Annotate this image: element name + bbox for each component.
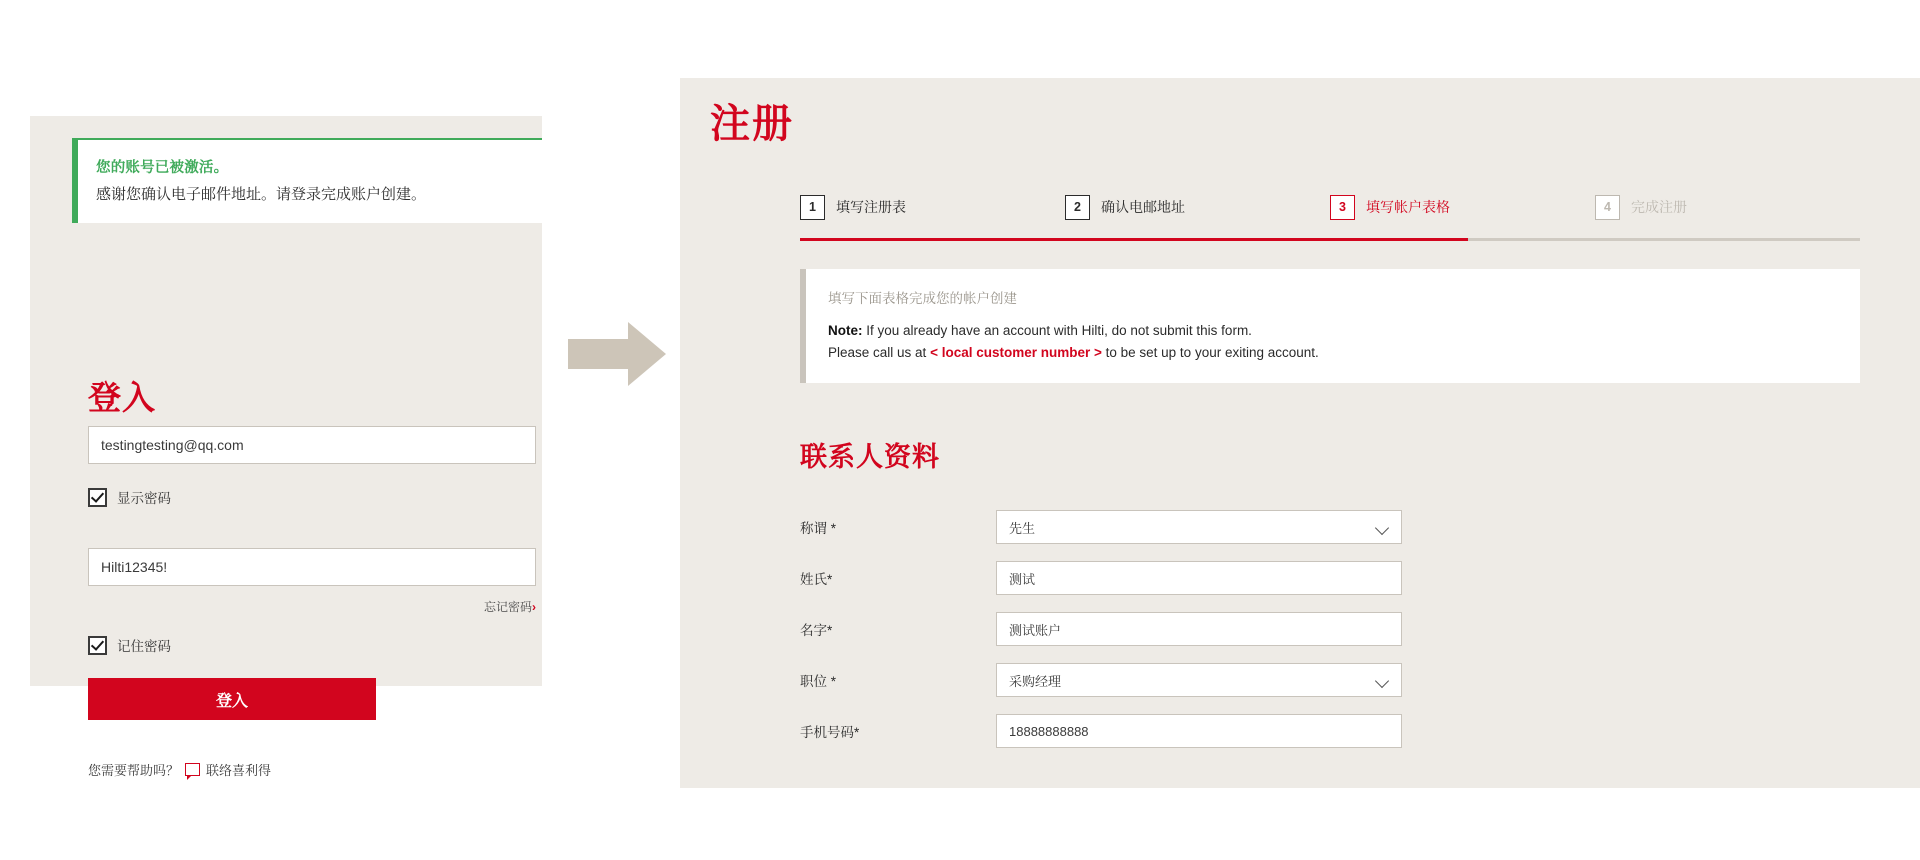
note-line-2-pre: Please call us at [828,344,931,360]
note-line-1-text: If you already have an account with Hilti, do not submit this form. [862,323,1252,338]
salutation-value: 先生 [1009,520,1036,536]
local-customer-number: < local customer number > [930,344,1102,360]
field-label: 名字* [800,623,833,639]
show-password-label: 显示密码 [117,491,171,506]
password-field[interactable] [88,548,536,586]
forgot-password-link[interactable] [484,598,536,615]
jobtitle-select[interactable] [996,663,1402,697]
login-submit-button[interactable]: 登入 [88,678,376,720]
step-3[interactable] [1330,195,1595,220]
show-password-checkbox-row[interactable] [88,487,171,507]
mobile-input[interactable] [996,714,1402,748]
field-label: 手机号码* [800,725,860,741]
step-number: 3 [1330,195,1355,220]
note-line-2 [828,342,1840,364]
section-title-contact-info: 联系人资料 [800,442,940,473]
note-bold-prefix: Note: [828,323,863,338]
email-field-value: testingtesting@qq.com [101,437,244,453]
help-row [88,760,271,779]
login-panel [30,116,542,778]
contact-form [800,510,1860,748]
arrow-shaft [568,339,630,369]
alert-title: 您的账号已被激活。 [96,160,229,176]
salutation-select[interactable] [996,510,1402,544]
remember-password-checkbox-row[interactable] [88,635,171,655]
account-activated-alert [72,138,542,223]
form-note-box [800,269,1860,383]
page-title: 注册 [710,102,794,146]
step-number: 1 [800,195,825,220]
note-lead: 填写下面表格完成您的帐户创建 [828,291,1017,306]
field-label: 职位 * [800,674,837,690]
note-line-2-post: to be set up to your exiting account. [1101,344,1319,360]
flow-arrow-icon [568,322,666,386]
chat-icon [185,763,200,776]
checkbox-checked-icon[interactable] [88,636,107,655]
chevron-down-icon[interactable] [1375,521,1389,535]
firstname-input[interactable] [996,612,1402,646]
remember-password-label: 记住密码 [117,639,171,654]
step-number: 4 [1595,195,1620,220]
form-row-lastname [800,561,1860,595]
note-line-1 [828,320,1840,342]
step-4 [1595,195,1860,220]
registration-content [800,176,1860,765]
firstname-value: 测试账户 [1009,622,1062,638]
email-field[interactable] [88,426,536,464]
field-label: 称谓 * [800,521,837,537]
step-label: 填写帐户表格 [1366,199,1450,215]
step-label: 填写注册表 [836,199,906,215]
chevron-right-icon: › [532,600,536,614]
step-1[interactable] [800,195,1065,220]
step-number: 2 [1065,195,1090,220]
password-field-value: Hilti12345! [101,559,168,575]
form-row-jobtitle [800,663,1860,697]
mobile-value: 18888888888 [1009,723,1089,739]
step-2[interactable] [1065,195,1330,220]
chevron-down-icon[interactable] [1375,674,1389,688]
lastname-input[interactable] [996,561,1402,595]
forgot-password-label: 忘记密码 [483,600,532,614]
jobtitle-value: 采购经理 [1009,673,1062,689]
registration-stepper [800,176,1860,241]
lastname-value: 测试 [1009,571,1036,587]
field-label: 姓氏* [800,572,833,588]
arrow-head [628,322,666,386]
registration-panel [680,78,1920,788]
alert-message: 感谢您确认电子邮件地址。请登录完成账户创建。 [96,186,427,203]
checkbox-checked-icon[interactable] [88,488,107,507]
form-row-salutation [800,510,1860,544]
step-label: 完成注册 [1631,199,1687,215]
form-row-mobile [800,714,1860,748]
login-heading: 登入 [88,379,156,416]
help-text: 您需要帮助吗？ [88,763,180,778]
contact-hilti-link[interactable]: 联络喜利得 [206,763,272,778]
form-row-firstname [800,612,1860,646]
step-label: 确认电邮地址 [1101,199,1185,215]
